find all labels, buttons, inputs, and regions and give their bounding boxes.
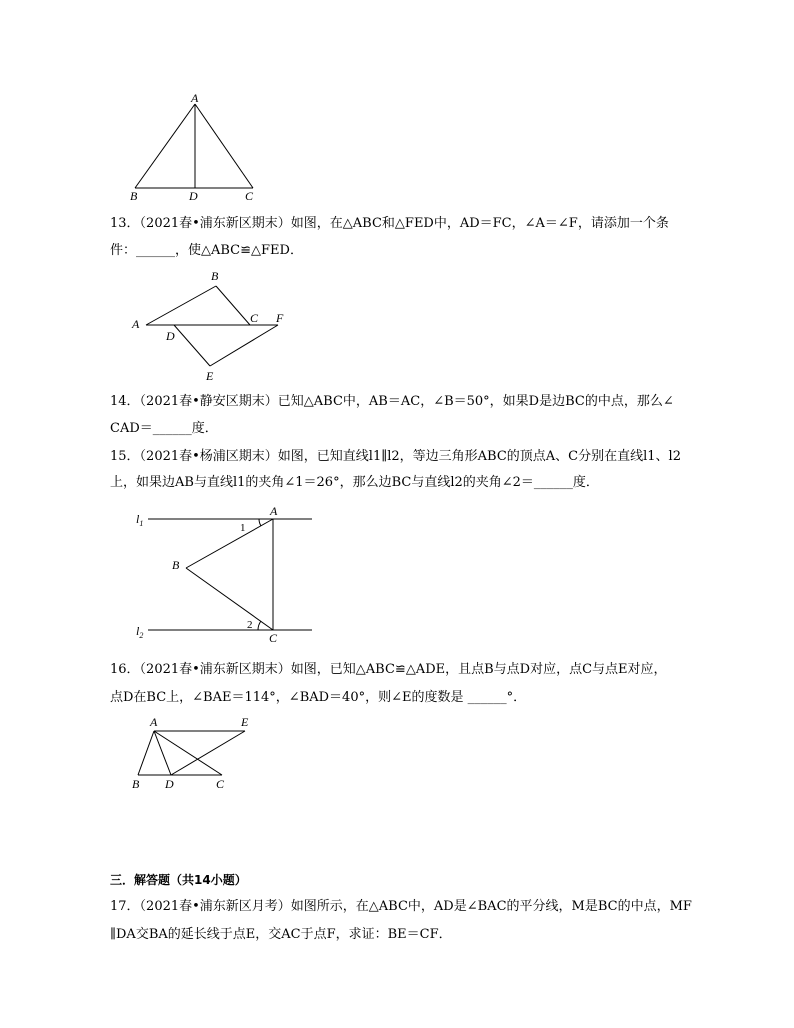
label-b: B [132, 777, 140, 791]
problem-14-line-1: 14．（2021春•静安区期末）已知△ABC中，AB＝AC，∠B＝50°，如果D是边BC的中点，那么∠ [110, 394, 674, 409]
section-3-heading: 三．解答题（共14小题） [110, 873, 247, 887]
label-d: D [166, 329, 175, 343]
problem-17-line-2: ∥DA交BA的延长线于点E，交AC于点F，求证：BE＝CF． [110, 927, 452, 942]
problem-13-line-1: 13．（2021春•浦东新区期末）如图，在△ABC和△FED中，AD＝FC，∠A＝∠F，请添加一个条 [110, 216, 669, 231]
label-b: B [130, 189, 138, 203]
label-a: A [270, 504, 278, 518]
label-b: B [172, 558, 180, 572]
problem-14-line-2: CAD＝______度． [110, 421, 218, 436]
label-l1: $l_1$ [136, 512, 144, 528]
label-a: A [132, 317, 140, 331]
label-c: C [269, 631, 278, 645]
label-d: D [189, 189, 198, 203]
figure-abc-fed [128, 268, 298, 384]
label-a: A [150, 715, 158, 729]
label-f: F [276, 311, 284, 325]
label-a: A [191, 92, 199, 105]
problem-15-line-1: 15．（2021春•杨浦区期末）如图，已知直线l1∥l2，等边三角形ABC的顶点A、C分别在直线l1、l2 [110, 449, 681, 464]
label-c: C [250, 311, 259, 325]
label-c: C [245, 189, 254, 203]
label-c: C [216, 777, 225, 791]
figure-triangle-abc-median [125, 92, 265, 204]
label-e: E [241, 715, 249, 729]
label-b: B [211, 269, 219, 283]
figure-parallel-lines-equilateral [130, 503, 320, 645]
angle-1-label: 1 [240, 522, 246, 534]
figure-abc-ade [128, 713, 258, 795]
angle-2-label: 2 [247, 619, 253, 631]
problem-13-line-2: 件：______，使△ABC≌△FED． [110, 243, 303, 258]
label-e: E [206, 369, 214, 383]
label-l2: $l_2$ [136, 624, 144, 640]
problem-17-line-1: 17．（2021春•浦东新区月考）如图所示，在△ABC中，AD是∠BAC的平分线，M是BC的中点，MF [110, 899, 692, 914]
label-d: D [165, 777, 174, 791]
problem-15-line-2: 上，如果边AB与直线l1的夹角∠1＝26°，那么边BC与直线l2的夹角∠2＝______度． [110, 475, 599, 490]
problem-16-line-1: 16．（2021春•浦东新区期末）如图，已知△ABC≌△ADE，且点B与点D对应，点C与点E对应， [110, 662, 667, 677]
problem-16-line-2: 点D在BC上，∠BAE＝114°，∠BAD＝40°，则∠E的度数是 ______°． [110, 690, 527, 705]
